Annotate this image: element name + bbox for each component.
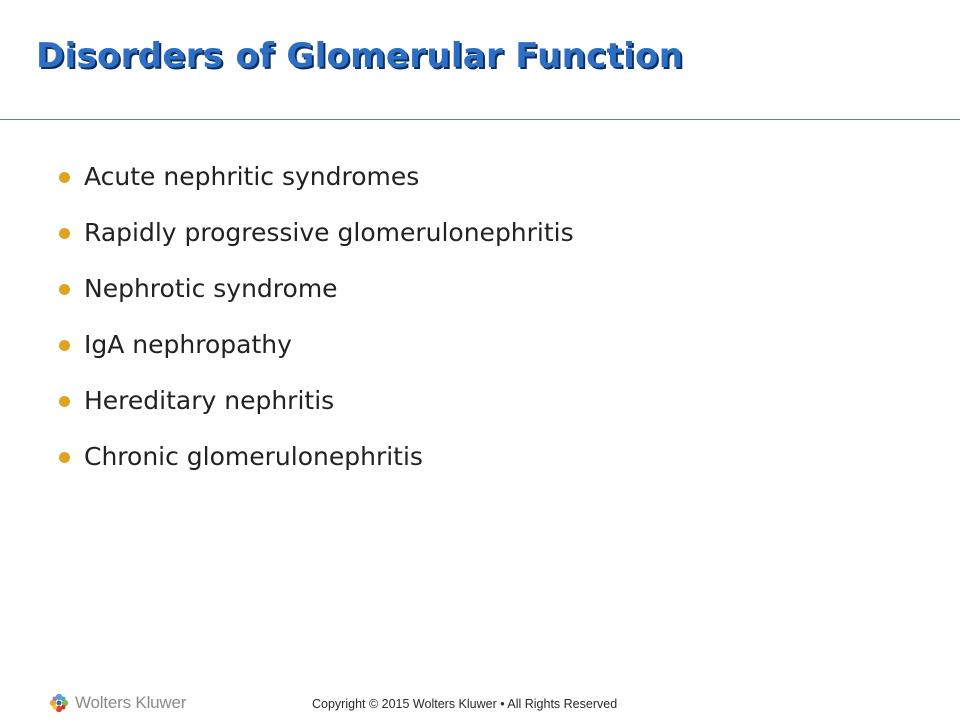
bullet-text: Chronic glomerulonephritis (84, 442, 423, 471)
bullet-text: Rapidly progressive glomerulonephritis (84, 218, 574, 247)
bullet-dot-icon (59, 172, 70, 183)
bullet-dot-icon (59, 284, 70, 295)
bullet-item (56, 270, 574, 326)
bullet-dot-icon (59, 396, 70, 407)
bullet-text: Acute nephritic syndromes (84, 162, 420, 191)
bullet-text: Nephrotic syndrome (84, 274, 338, 303)
logo-text: Wolters Kluwer (75, 693, 187, 712)
bullet-dot-icon (59, 228, 70, 239)
wolters-kluwer-logo (48, 692, 186, 714)
bullet-list (56, 158, 574, 494)
bullet-dot-icon (59, 340, 70, 351)
copyright-text: Copyright © 2015 Wolters Kluwer • All Rights Reserved (312, 697, 618, 711)
bullet-item (56, 438, 574, 494)
bullet-item (56, 158, 574, 214)
title-divider (0, 119, 960, 120)
bullet-text: Hereditary nephritis (84, 386, 335, 415)
bullet-dot-icon (59, 452, 70, 463)
wolters-kluwer-logo-icon (48, 692, 70, 714)
bullet-item (56, 382, 574, 438)
slide-title: Disorders of Glomerular Function (36, 36, 684, 76)
bullet-item (56, 326, 574, 382)
bullet-item (56, 214, 574, 270)
bullet-text: IgA nephropathy (84, 330, 292, 359)
